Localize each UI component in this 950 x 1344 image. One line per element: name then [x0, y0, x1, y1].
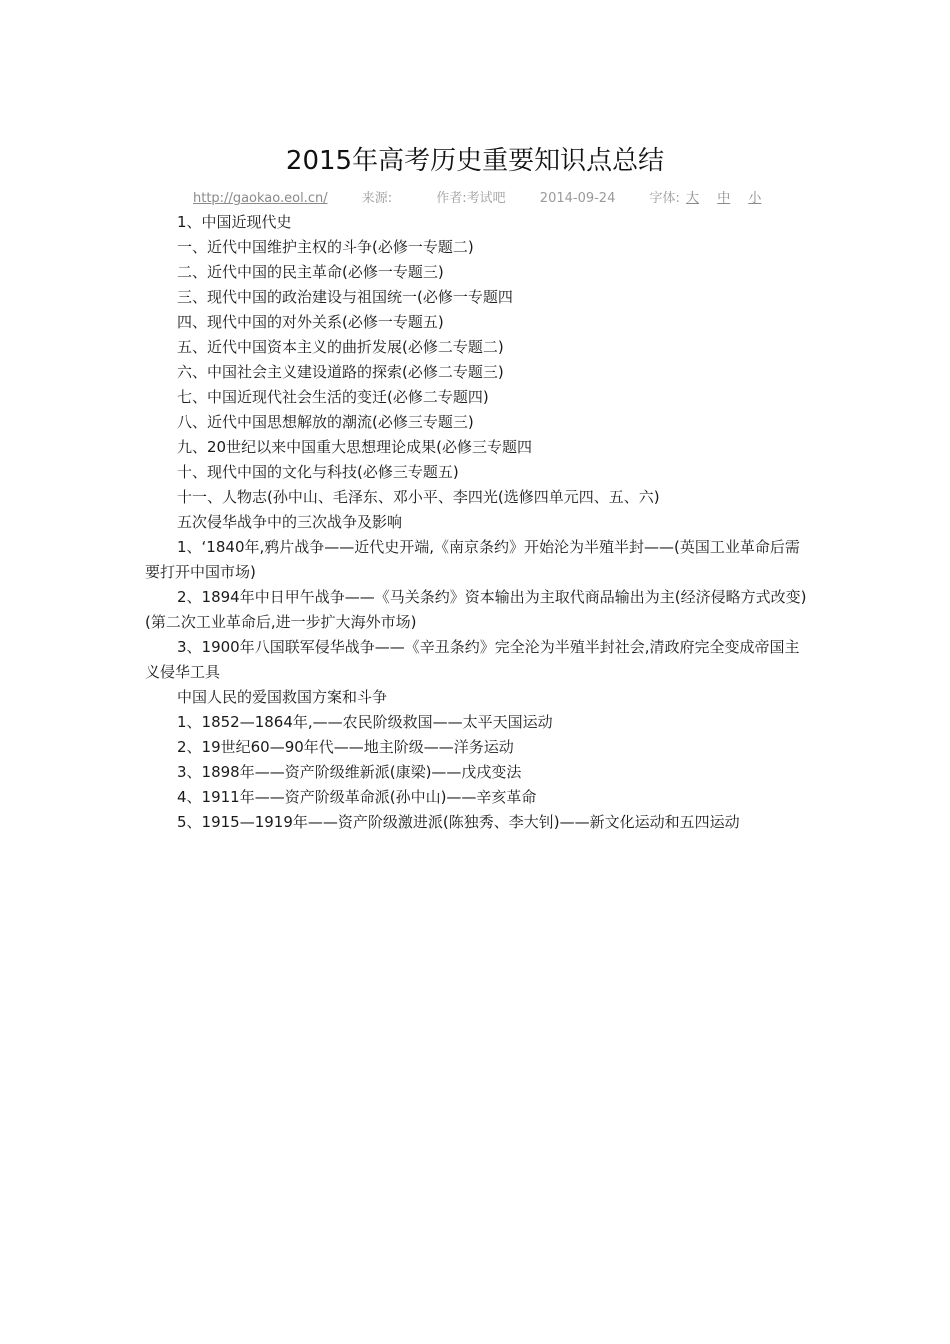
source-url-link[interactable]: http://gaokao.eol.cn/	[193, 191, 328, 206]
paragraph: 1、中国近现代史	[177, 213, 292, 231]
paragraph: 二、近代中国的民主革命(必修一专题三)	[177, 263, 444, 281]
paragraph: 七、中国近现代社会生活的变迁(必修二专题四)	[177, 388, 489, 406]
font-size-small-link[interactable]: 小	[748, 191, 762, 206]
font-size-large-link[interactable]: 大	[686, 191, 700, 206]
article-body	[145, 210, 810, 835]
font-size-label: 字体:	[649, 191, 680, 206]
paragraph: 5、1915—1919年——资产阶级激进派(陈独秀、李大钊)——新文化运动和五四运动	[177, 813, 740, 831]
paragraph: 3、1898年——资产阶级维新派(康梁)——戊戌变法	[177, 763, 522, 781]
article-meta	[193, 189, 761, 209]
paragraph: 五次侵华战争中的三次战争及影响	[177, 513, 403, 531]
paragraph: 八、近代中国思想解放的潮流(必修三专题三)	[177, 413, 474, 431]
paragraph: 四、现代中国的对外关系(必修一专题五)	[177, 313, 444, 331]
font-size-medium-link[interactable]: 中	[717, 191, 731, 206]
source-label: 来源:	[361, 191, 393, 206]
paragraph: 中国人民的爱国救国方案和斗争	[177, 688, 388, 706]
paragraph: 1、‘1840年,鸦片战争——近代史开端,《南京条约》开始沦为半殖半封——(英国工业革命后需要打开中国市场)	[145, 538, 800, 581]
paragraph: 十一、人物志(孙中山、毛泽东、邓小平、李四光(选修四单元四、五、六)	[177, 488, 660, 506]
paragraph: 五、近代中国资本主义的曲折发展(必修二专题二)	[177, 338, 504, 356]
paragraph: 1、1852—1864年,——农民阶级救国——太平天国运动	[177, 713, 553, 731]
paragraph: 九、20世纪以来中国重大思想理论成果(必修三专题四	[177, 438, 532, 456]
paragraph: 3、1900年八国联军侵华战争——《辛丑条约》完全沦为半殖半封社会,清政府完全变成帝国主义侵华工具	[145, 638, 800, 681]
paragraph: 六、中国社会主义建设道路的探索(必修二专题三)	[177, 363, 504, 381]
author-label: 作者:考试吧	[436, 191, 506, 206]
paragraph: 十、现代中国的文化与科技(必修三专题五)	[177, 463, 459, 481]
page-title: 2015年高考历史重要知识点总结	[285, 146, 665, 176]
publish-date: 2014-09-24	[539, 191, 616, 206]
paragraph: 2、1894年中日甲午战争——《马关条约》资本输出为主取代商品输出为主(经济侵略方式改变)(第二次工业革命后,进一步扩大海外市场)	[145, 588, 807, 631]
paragraph: 三、现代中国的政治建设与祖国统一(必修一专题四	[177, 288, 513, 306]
paragraph: 4、1911年——资产阶级革命派(孙中山)——辛亥革命	[177, 788, 537, 806]
paragraph: 一、近代中国维护主权的斗争(必修一专题二)	[177, 238, 474, 256]
paragraph: 2、19世纪60—90年代——地主阶级——洋务运动	[177, 738, 514, 756]
